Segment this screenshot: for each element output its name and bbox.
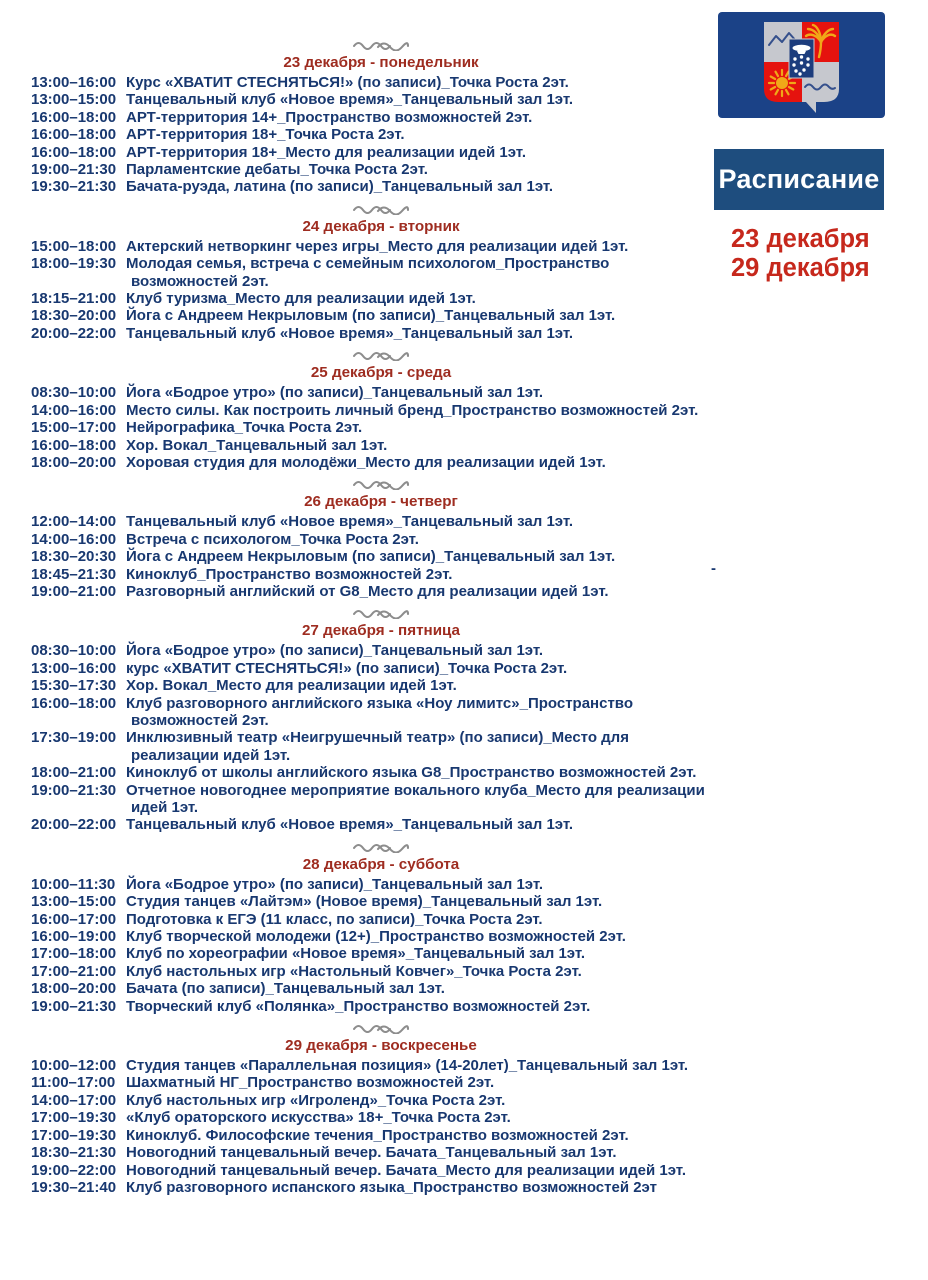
- wave-divider: [31, 840, 731, 853]
- event-row: [31, 816, 731, 833]
- schedule-list: [31, 32, 731, 1196]
- event-row: [31, 911, 731, 928]
- event-text-line: Танцевальный клуб «Новое время»_Танцевальный зал 1эт.: [126, 513, 574, 531]
- event-row: [31, 1127, 731, 1144]
- event-time: 18:15–21:00: [31, 290, 117, 308]
- event-text: [126, 764, 731, 781]
- event-time: 15:00–17:00: [31, 419, 117, 437]
- event-row: [31, 531, 731, 548]
- event-row: [31, 695, 731, 730]
- event-row: [31, 1144, 731, 1161]
- event-time: 17:30–19:00: [31, 729, 117, 747]
- day-section: [31, 38, 731, 196]
- day-events: [31, 238, 731, 342]
- event-text-line: Хор. Вокал_Танцевальный зал 1эт.: [126, 436, 388, 454]
- day-title: 28 декабря - суббота: [302, 855, 460, 873]
- event-time: 17:00–18:00: [31, 945, 117, 963]
- event-text: [126, 437, 731, 454]
- event-row: [31, 437, 731, 454]
- event-text: [126, 74, 731, 91]
- event-text-line: реализации идей 1эт.: [131, 746, 291, 764]
- event-time: 19:30–21:30: [31, 178, 117, 196]
- event-text: [126, 642, 731, 659]
- event-row: [31, 583, 731, 600]
- event-row: [31, 928, 731, 945]
- event-text: [126, 144, 731, 161]
- event-text: [126, 566, 731, 583]
- event-text: [126, 876, 731, 893]
- event-text-line: Хор. Вокал_Место для реализации идей 1эт.: [126, 677, 457, 695]
- event-text-line: Йога «Бодрое утро» (по записи)_Танцевальный зал 1эт.: [126, 384, 544, 402]
- event-time: 14:00–17:00: [31, 1091, 117, 1109]
- event-text-line: Подготовка к ЕГЭ (11 класс, по записи)_Точка Роста 2эт.: [126, 910, 543, 928]
- wave-divider: [31, 38, 731, 51]
- event-row: [31, 307, 731, 324]
- event-time: 19:00–21:30: [31, 997, 117, 1015]
- event-text-line: Клуб туризма_Место для реализации идей 1эт.: [126, 290, 476, 308]
- event-text-line: «Клуб ораторского искусства» 18+_Точка Роста 2эт.: [126, 1109, 511, 1127]
- day-section: [31, 348, 731, 471]
- event-time: 13:00–15:00: [31, 91, 117, 109]
- day-title: 23 декабря - понедельник: [283, 54, 479, 71]
- event-text-line: АРТ-территория 14+_Пространство возможностей 2эт.: [126, 108, 533, 126]
- event-row: [31, 74, 731, 91]
- event-time: 10:00–12:00: [31, 1057, 117, 1075]
- event-time: 17:00–21:00: [31, 962, 117, 980]
- event-text-line: Бачата (по записи)_Танцевальный зал 1эт.: [126, 980, 445, 998]
- event-time: 13:00–15:00: [31, 893, 117, 911]
- event-row: [31, 980, 731, 997]
- day-title: 26 декабря - четверг: [304, 493, 458, 511]
- event-row: [31, 1092, 731, 1109]
- event-text-line: АРТ-территория 18+_Точка Роста 2эт.: [126, 126, 405, 144]
- event-row: [31, 1074, 731, 1091]
- event-time: 08:30–10:00: [31, 642, 117, 660]
- event-time: 20:00–22:00: [31, 816, 117, 834]
- event-row: [31, 178, 731, 195]
- event-text: [126, 816, 731, 833]
- day-section: [31, 477, 731, 600]
- event-text-line: Разговорный английский от G8_Место для реализации идей 1эт.: [126, 582, 609, 600]
- event-text: [126, 677, 731, 694]
- event-time: 16:00–17:00: [31, 910, 117, 928]
- wave-divider: [31, 202, 731, 215]
- event-text: [126, 660, 731, 677]
- event-text-line: Клуб по хореографии «Новое время»_Танцевальный зал 1эт.: [126, 945, 586, 963]
- event-row: [31, 325, 731, 342]
- event-text-line: Творческий клуб «Полянка»_Пространство возможностей 2эт.: [126, 997, 591, 1015]
- event-row: [31, 290, 731, 307]
- event-time: 19:00–21:30: [31, 781, 117, 799]
- event-time: 17:00–19:30: [31, 1126, 117, 1144]
- wave-divider-icon: [352, 606, 410, 619]
- event-time: 18:00–20:00: [31, 453, 117, 471]
- event-text-line: Танцевальный клуб «Новое время»_Танцевальный зал 1эт.: [126, 816, 574, 834]
- event-text-line: Актерский нетворкинг через игры_Место для реализации идей 1эт.: [126, 237, 629, 255]
- event-text-line: Йога «Бодрое утро» (по записи)_Танцевальный зал 1эт.: [126, 875, 544, 893]
- event-time: 15:30–17:30: [31, 677, 117, 695]
- event-text-line: курс «ХВАТИТ СТЕСНЯТЬСЯ!» (по записи)_Точка Роста 2эт.: [126, 659, 568, 677]
- wave-divider-icon: [352, 202, 410, 215]
- event-time: 13:00–16:00: [31, 659, 117, 677]
- day-title: 27 декабря - пятница: [301, 622, 460, 640]
- event-text-line: Студия танцев «Лайтэм» (Новое время)_Танцевальный зал 1эт.: [126, 893, 603, 911]
- event-row: [31, 91, 731, 108]
- event-row: [31, 513, 731, 530]
- event-time: 18:30–20:30: [31, 548, 117, 566]
- event-time: 19:30–21:40: [31, 1178, 117, 1196]
- event-time: 19:00–21:30: [31, 161, 117, 179]
- event-text-line: Клуб настольных игр «Игроленд»_Точка Роста 2эт.: [126, 1091, 506, 1109]
- event-row: [31, 1179, 731, 1196]
- event-text: [126, 531, 731, 548]
- event-text: [126, 126, 731, 143]
- wave-divider-icon: [352, 348, 410, 361]
- event-row: [31, 1057, 731, 1074]
- event-row: [31, 126, 731, 143]
- event-row: [31, 566, 731, 583]
- event-text-line: Киноклуб от школы английского языка G8_Пространство возможностей 2эт.: [126, 764, 697, 782]
- fountain-icon: [789, 39, 814, 78]
- wave-divider: [31, 606, 731, 619]
- event-text: [126, 1162, 731, 1179]
- event-row: [31, 454, 731, 471]
- event-row: [31, 109, 731, 126]
- event-text: [126, 255, 731, 290]
- stray-dash-mark: -: [711, 560, 716, 577]
- event-row: [31, 144, 731, 161]
- event-time: 20:00–22:00: [31, 324, 117, 342]
- event-time: 18:00–19:30: [31, 255, 117, 273]
- event-text: [126, 548, 731, 565]
- event-text-line: Бачата-руэда, латина (по записи)_Танцевальный зал 1эт.: [126, 178, 554, 196]
- event-text-line: Курс «ХВАТИТ СТЕСНЯТЬСЯ!» (по записи)_Точка Роста 2эт.: [126, 74, 569, 91]
- day-events: [31, 642, 731, 833]
- event-text: [126, 1144, 731, 1161]
- wave-divider: [31, 477, 731, 490]
- event-row: [31, 419, 731, 436]
- event-text-line: Студия танцев «Параллельная позиция» (14-20лет)_Танцевальный зал 1эт.: [126, 1057, 689, 1075]
- event-text: [126, 325, 731, 342]
- event-text-line: Отчетное новогоднее мероприятие вокального клуба_Место для реализации: [126, 781, 705, 799]
- day-section: [31, 840, 731, 1015]
- event-text: [126, 998, 731, 1015]
- event-text: [126, 1092, 731, 1109]
- event-time: 18:30–21:30: [31, 1144, 117, 1162]
- sochi-emblem-logo: [718, 12, 885, 118]
- event-row: [31, 384, 731, 401]
- event-row: [31, 945, 731, 962]
- event-row: [31, 1109, 731, 1126]
- event-text: [126, 963, 731, 980]
- event-text: [126, 980, 731, 997]
- event-text: [126, 91, 731, 108]
- event-text: [126, 893, 731, 910]
- event-text-line: Йога с Андреем Некрыловым (по записи)_Танцевальный зал 1эт.: [126, 307, 616, 325]
- event-text-line: Молодая семья, встреча с семейным психологом_Пространство: [126, 255, 610, 273]
- wave-divider-icon: [352, 1021, 410, 1034]
- event-time: 12:00–14:00: [31, 513, 117, 531]
- event-text: [126, 1127, 731, 1144]
- event-text: [126, 1179, 731, 1196]
- event-time: 18:45–21:30: [31, 565, 117, 583]
- event-text-line: Клуб разговорного английского языка «Ноу лимитс»_Пространство: [126, 694, 633, 712]
- event-row: [31, 893, 731, 910]
- event-text: [126, 178, 731, 195]
- day-title: 24 декабря - вторник: [302, 217, 460, 235]
- event-text-line: Киноклуб_Пространство возможностей 2эт.: [126, 565, 453, 583]
- event-text: [126, 161, 731, 178]
- event-text: [126, 513, 731, 530]
- event-time: 18:00–20:00: [31, 980, 117, 998]
- event-row: [31, 729, 731, 764]
- event-row: [31, 876, 731, 893]
- day-section: [31, 1021, 731, 1196]
- event-time: 08:30–10:00: [31, 384, 117, 402]
- event-time: 16:00–19:00: [31, 928, 117, 946]
- wave-divider: [31, 348, 731, 361]
- day-events: [31, 513, 731, 600]
- event-row: [31, 238, 731, 255]
- wave-divider-icon: [352, 38, 410, 51]
- event-text-line: Клуб разговорного испанского языка_Пространство возможностей 2эт: [126, 1178, 657, 1196]
- event-text: [126, 419, 731, 436]
- event-text-line: Киноклуб. Философские течения_Пространство возможностей 2эт.: [126, 1126, 629, 1144]
- day-title: 25 декабря - среда: [310, 364, 452, 382]
- event-row: [31, 677, 731, 694]
- wave-divider-icon: [352, 477, 410, 490]
- event-text-line: Новогодний танцевальный вечер. Бачата_Место для реализации идей 1эт.: [126, 1161, 687, 1179]
- day-section: [31, 202, 731, 342]
- event-time: 14:00–16:00: [31, 530, 117, 548]
- event-text-line: Клуб настольных игр «Настольный Ковчег»_Точка Роста 2эт.: [126, 962, 582, 980]
- event-text-line: Танцевальный клуб «Новое время»_Танцевальный зал 1эт.: [126, 91, 574, 109]
- event-text-line: Нейрографика_Точка Роста 2эт.: [126, 419, 363, 437]
- event-time: 16:00–18:00: [31, 436, 117, 454]
- event-row: [31, 161, 731, 178]
- event-text-line: Парламентские дебаты_Точка Роста 2эт.: [126, 161, 428, 179]
- event-time: 16:00–18:00: [31, 694, 117, 712]
- sochi-emblem-icon: [718, 12, 885, 118]
- event-time: 16:00–18:00: [31, 143, 117, 161]
- event-text: [126, 384, 731, 401]
- event-text-line: Танцевальный клуб «Новое время»_Танцевальный зал 1эт.: [126, 324, 574, 342]
- day-events: [31, 384, 731, 471]
- event-text: [126, 729, 731, 764]
- event-row: [31, 255, 731, 290]
- wave-divider-icon: [352, 840, 410, 853]
- event-text: [126, 695, 731, 730]
- event-text-line: Хоровая студия для молодёжи_Место для реализации идей 1эт.: [126, 453, 606, 471]
- event-text: [126, 1109, 731, 1126]
- event-time: 19:00–21:00: [31, 582, 117, 600]
- event-time: 11:00–17:00: [31, 1074, 116, 1092]
- wave-divider: [31, 1021, 731, 1034]
- schedule-banner-label: Расписание: [718, 164, 880, 194]
- event-text: [126, 238, 731, 255]
- schedule-banner: [714, 149, 884, 210]
- event-text-line: Встреча с психологом_Точка Роста 2эт.: [126, 530, 419, 548]
- event-time: 14:00–16:00: [31, 401, 117, 419]
- event-time: 16:00–18:00: [31, 126, 117, 144]
- event-time: 19:00–22:00: [31, 1161, 117, 1179]
- event-text-line: Шахматный НГ_Пространство возможностей 2эт.: [126, 1074, 495, 1092]
- event-text-line: Йога «Бодрое утро» (по записи)_Танцевальный зал 1эт.: [126, 642, 544, 660]
- event-time: 10:00–11:30: [31, 875, 116, 893]
- event-time: 13:00–16:00: [31, 74, 117, 91]
- event-text-line: идей 1эт.: [131, 799, 199, 816]
- event-row: [31, 1162, 731, 1179]
- event-text: [126, 782, 731, 817]
- event-time: 18:30–20:00: [31, 307, 117, 325]
- event-text: [126, 290, 731, 307]
- day-title: 29 декабря - воскресенье: [285, 1037, 477, 1055]
- event-text: [126, 109, 731, 126]
- event-text: [126, 928, 731, 945]
- event-time: 18:00–21:00: [31, 764, 117, 782]
- event-row: [31, 764, 731, 781]
- event-time: 17:00–19:30: [31, 1109, 117, 1127]
- event-row: [31, 660, 731, 677]
- event-text: [126, 1057, 731, 1074]
- event-row: [31, 548, 731, 565]
- event-row: [31, 642, 731, 659]
- date-from: 23 декабря: [731, 225, 870, 253]
- event-text: [126, 583, 731, 600]
- day-section: [31, 606, 731, 833]
- event-text: [126, 454, 731, 471]
- event-text: [126, 402, 731, 419]
- event-text: [126, 307, 731, 324]
- event-text-line: Новогодний танцевальный вечер. Бачата_Танцевальный зал 1эт.: [126, 1144, 617, 1162]
- day-events: [31, 1057, 731, 1196]
- day-events: [31, 74, 731, 196]
- event-time: 15:00–18:00: [31, 237, 117, 255]
- event-row: [31, 402, 731, 419]
- event-text-line: Клуб творческой молодежи (12+)_Пространство возможностей 2эт.: [126, 928, 626, 946]
- event-text: [126, 911, 731, 928]
- event-text-line: Место силы. Как построить личный бренд_Пространство возможностей 2эт.: [126, 401, 699, 419]
- event-text-line: возможностей 2эт.: [131, 272, 269, 290]
- day-events: [31, 876, 731, 1015]
- event-time: 16:00–18:00: [31, 108, 117, 126]
- event-text: [126, 945, 731, 962]
- event-text-line: возможностей 2эт.: [131, 711, 269, 729]
- date-to: 29 декабря: [731, 253, 870, 282]
- event-row: [31, 998, 731, 1015]
- event-row: [31, 963, 731, 980]
- event-row: [31, 782, 731, 817]
- event-text-line: Йога с Андреем Некрыловым (по записи)_Танцевальный зал 1эт.: [126, 548, 616, 566]
- event-text-line: АРТ-территория 18+_Место для реализации идей 1эт.: [126, 143, 526, 161]
- date-range: [731, 225, 870, 282]
- event-text-line: Инклюзивный театр «Неигрушечный театр» (по записи)_Место для: [126, 729, 629, 747]
- event-text: [126, 1074, 731, 1091]
